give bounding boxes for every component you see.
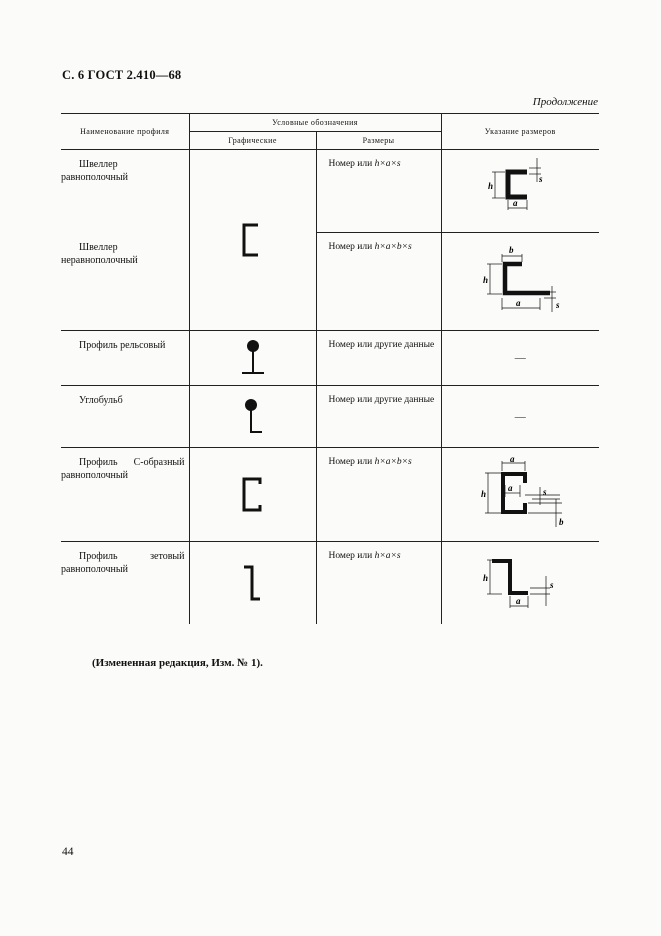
dimension-dash: — xyxy=(441,331,599,386)
table-row xyxy=(61,386,599,448)
dim-a-label: a xyxy=(510,454,515,464)
channel-symbol-icon xyxy=(238,220,268,260)
col-header-name: Наименование профиля xyxy=(61,114,189,150)
rail-symbol-icon xyxy=(238,338,268,378)
profiles-table xyxy=(61,113,599,624)
dim-h-label: h xyxy=(481,488,487,499)
graphic-c-profile xyxy=(189,448,316,542)
graphic-z-profile xyxy=(189,542,316,624)
dim-b-label: b xyxy=(509,244,514,255)
graphic-channel xyxy=(189,150,316,331)
table-row xyxy=(61,448,599,542)
sizes-cell: Номер или другие данные xyxy=(316,386,441,448)
sizes-cell: Номер или другие данные xyxy=(316,331,441,386)
bulb-angle-symbol-icon xyxy=(238,397,268,437)
profile-name: Углобульб xyxy=(61,386,189,448)
dimension-drawing xyxy=(441,150,599,233)
dim-a-inner-label: a xyxy=(508,482,513,493)
dimension-drawing xyxy=(441,542,599,624)
graphic-bulb-angle xyxy=(189,386,316,448)
dim-s-label: s xyxy=(539,174,543,184)
sizes-cell: Номер или h×a×b×s xyxy=(316,233,441,331)
dim-s-label: s xyxy=(550,579,554,590)
footnote: (Измененная редакция, Изм. № 1). xyxy=(92,657,263,669)
graphic-rail xyxy=(189,331,316,386)
continued-label: Продолжение xyxy=(532,96,598,108)
dim-a-label: a xyxy=(516,595,521,606)
sizes-cell: Номер или h×a×s xyxy=(316,542,441,624)
c-profile-dimension-icon xyxy=(470,455,570,535)
c-profile-symbol-icon xyxy=(236,473,270,517)
dim-h-label: h xyxy=(483,274,489,285)
table-row xyxy=(61,150,599,233)
unequal-channel-dimension-icon xyxy=(470,240,570,324)
col-header-dimensions: Указание размеров xyxy=(441,114,599,150)
col-header-conventional: Условные обозначения xyxy=(189,114,441,132)
dim-a-label: a xyxy=(516,297,521,308)
equal-channel-dimension-icon xyxy=(475,156,565,226)
col-header-graphic: Графические xyxy=(189,132,316,150)
page-header: С. 6 ГОСТ 2.410—68 xyxy=(62,68,182,82)
z-profile-symbol-icon xyxy=(238,561,268,605)
profile-name: Профиль рельсовый xyxy=(61,331,189,386)
dim-s-label: s xyxy=(543,486,547,497)
z-profile-dimension-icon xyxy=(470,548,570,618)
dimension-drawing xyxy=(441,448,599,542)
profile-name: Швеллер неравнополочный xyxy=(61,233,189,331)
dim-h-label: h xyxy=(488,181,494,191)
dim-h-label: h xyxy=(483,572,489,583)
dim-b-label: b xyxy=(559,516,564,527)
dim-s-label: s xyxy=(556,299,560,310)
page-number: 44 xyxy=(62,846,74,858)
sizes-cell: Номер или h×a×s xyxy=(316,150,441,233)
dimension-dash: — xyxy=(441,386,599,448)
sizes-cell: Номер или h×a×b×s xyxy=(316,448,441,542)
profile-name: Профиль зетовый равнополочный xyxy=(61,542,189,624)
profile-name: Профиль С-образный равнополочный xyxy=(61,448,189,542)
col-header-sizes: Размеры xyxy=(316,132,441,150)
dimension-drawing xyxy=(441,233,599,331)
profile-name: Швеллер равнополочный xyxy=(61,150,189,233)
table-row xyxy=(61,331,599,386)
table-row xyxy=(61,542,599,624)
table-row xyxy=(61,233,599,331)
dim-a-label: a xyxy=(513,198,518,208)
